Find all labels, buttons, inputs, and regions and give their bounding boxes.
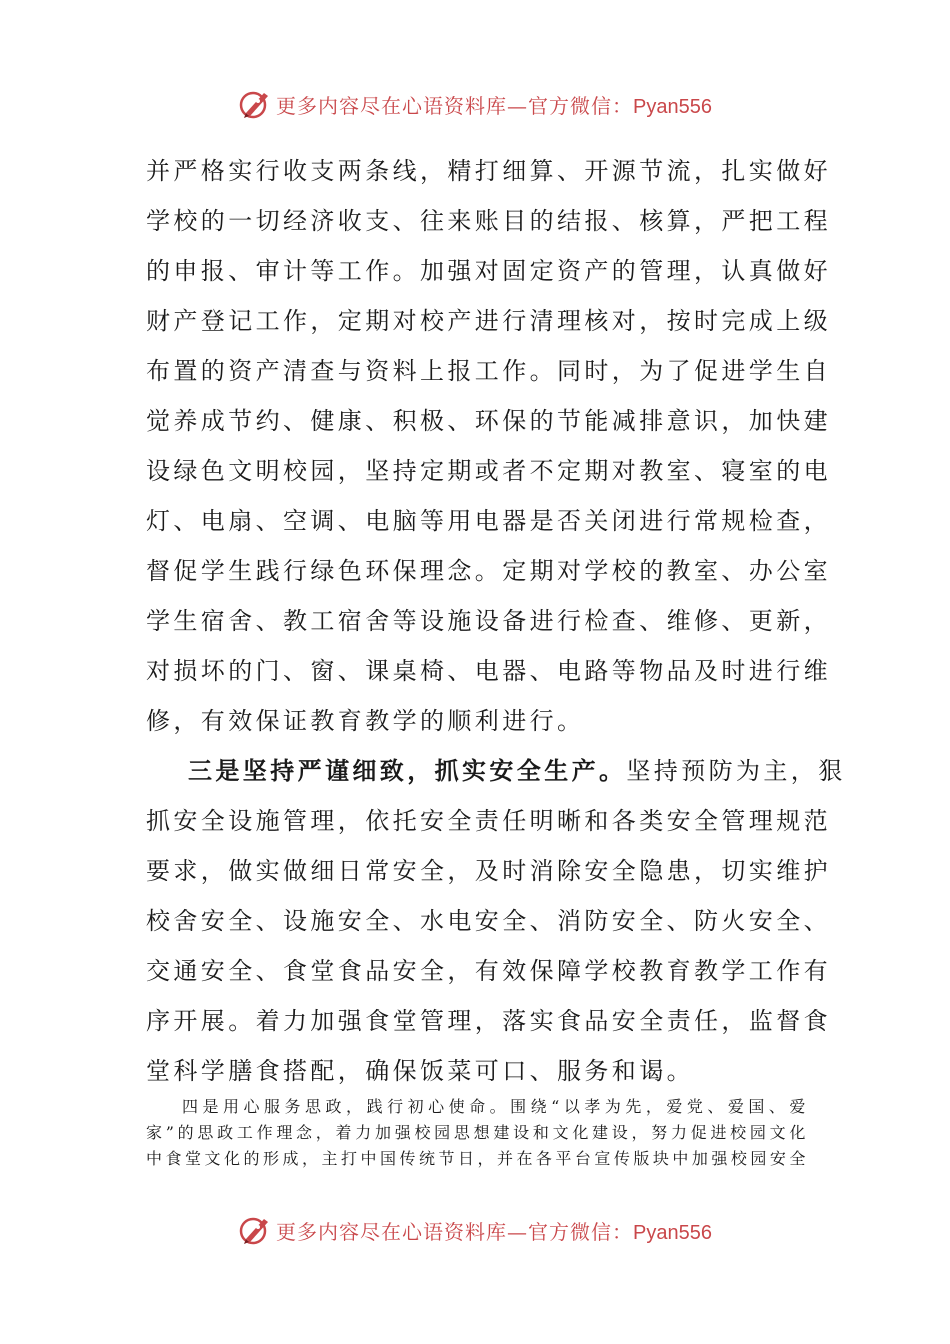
text-line: 抓安全设施管理，依托安全责任明晰和各类安全管理规范: [146, 807, 831, 835]
pen-logo-icon: [238, 1213, 272, 1247]
pen-logo-icon: [238, 87, 272, 121]
footer-watermark-banner: [0, 1210, 950, 1250]
banner-text: 更多内容尽在心语资料库—官方微信：Pyan556: [276, 1219, 712, 1244]
text-line: 要求，做实做细日常安全，及时消除安全隐患，切实维护: [146, 857, 831, 885]
wechat-id: Pyan556: [633, 95, 712, 118]
text-line: 并严格实行收支两条线，精打细算、开源节流，扎实做好: [146, 157, 831, 185]
text-run: 坚持预防为主，狠: [626, 757, 846, 785]
text-line: 的申报、审计等工作。加强对固定资产的管理，认真做好: [146, 257, 831, 285]
text-line: 校舍安全、设施安全、水电安全、消防安全、防火安全、: [146, 907, 831, 935]
text-line: 设绿色文明校园，坚持定期或者不定期对教室、寝室的电: [146, 457, 831, 485]
paragraph-safety: [146, 746, 846, 1096]
text-line: 学校的一切经济收支、往来账目的结报、核算，严把工程: [146, 207, 831, 235]
wechat-id: Pyan556: [633, 1221, 712, 1244]
text-line: 对损坏的门、窗、课桌椅、电器、电路等物品及时进行维: [146, 657, 831, 685]
paragraph-finance: [146, 146, 831, 746]
paragraph-ideology: [146, 1094, 806, 1172]
text-line: 家”的思政工作理念，着力加强校园思想建设和文化建设，努力促进校园文化: [146, 1123, 806, 1142]
document-body: [146, 146, 846, 1096]
text-line: 修，有效保证教育教学的顺利进行。: [146, 707, 585, 735]
banner-text: 更多内容尽在心语资料库—官方微信：Pyan556: [276, 93, 712, 118]
text-line: 灯、电扇、空调、电脑等用电器是否关闭进行常规检查，: [146, 507, 831, 535]
text-line: 序开展。着力加强食堂管理，落实食品安全责任，监督食: [146, 1007, 831, 1035]
text-line: 学生宿舍、教工宿舍等设施设备进行检查、维修、更新，: [146, 607, 831, 635]
text-line: 觉养成节约、健康、积极、环保的节能减排意识，加快建: [146, 407, 831, 435]
text-line: 四是用心服务思政，践行初心使命。围绕“以孝为先，爱党、爱国、爱: [182, 1097, 806, 1116]
section-heading-safety: 三是坚持严谨细致，抓实安全生产。: [188, 756, 627, 785]
text-line: 堂科学膳食搭配，确保饭菜可口、服务和谒。: [146, 1057, 694, 1085]
text-line: 督促学生践行绿色环保理念。定期对学校的教室、办公室: [146, 557, 831, 585]
text-line-lead: [146, 746, 846, 796]
text-line: 财产登记工作，定期对校产进行清理核对，按时完成上级: [146, 307, 831, 335]
text-line: 中食堂文化的形成，主打中国传统节日，并在各平台宣传版块中加强校园安全: [146, 1149, 806, 1168]
text-line: 交通安全、食堂食品安全，有效保障学校教育教学工作有: [146, 957, 831, 985]
text-line: 布置的资产清查与资料上报工作。同时，为了促进学生自: [146, 357, 831, 385]
header-watermark-banner: [0, 84, 950, 124]
